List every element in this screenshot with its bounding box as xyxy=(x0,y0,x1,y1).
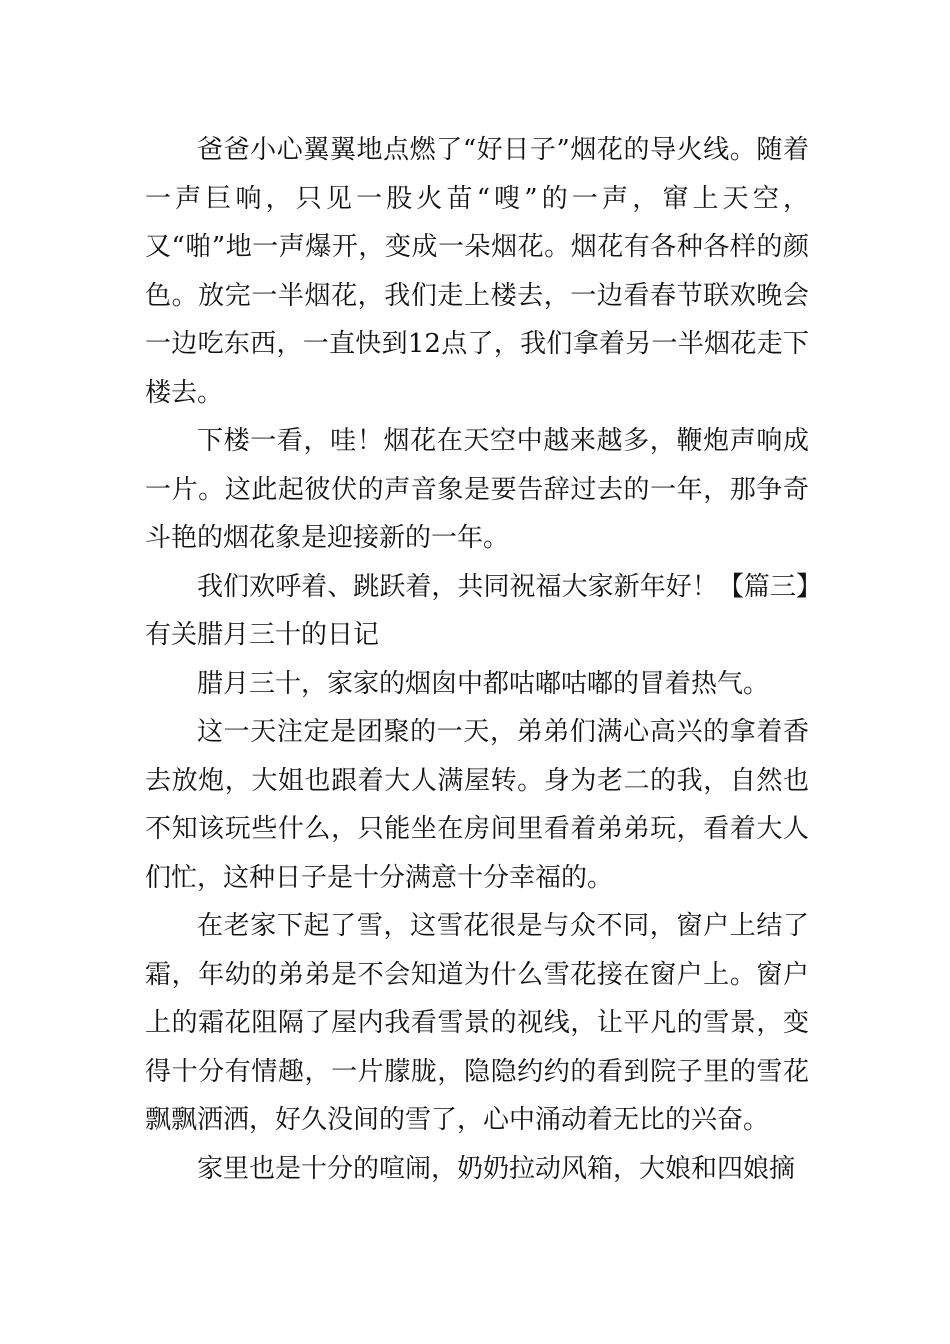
document-page xyxy=(145,126,809,1193)
paragraph-reunion-day: 这一天注定是团聚的一天，弟弟们满心高兴的拿着香去放炮，大姐也跟着大人满屋转。身为老二的我，自然也不知该玩些什么，只能坐在房间里看着弟弟玩，看着大人们忙，这种日子是十分满意十分幸福的。 xyxy=(145,717,809,893)
paragraph-fireworks: 爸爸小心翼翼地点燃了“好日子”烟花的导火线。随着一声巨响，只见一股火苗“嗖”的一声，窜上天空，又“啪”地一声爆开，变成一朵烟花。烟花有各种各样的颜色。放完一半烟花，我们走上楼去，一边看春节联欢晚会一边吃东西，一直快到12点了，我们拿着另一半烟花走下楼去。 xyxy=(145,135,809,408)
paragraph-downstairs: 下楼一看，哇！烟花在天空中越来越多，鞭炮声响成一片。这此起彼伏的声音象是要告辞过去的一年，那争奇斗艳的烟花象是迎接新的一年。 xyxy=(145,426,809,553)
paragraph-snow: 在老家下起了雪，这雪花很是与众不同，窗户上结了霜，年幼的弟弟是不会知道为什么雪花接在窗户上。窗户上的霜花阻隔了屋内我看雪景的视线，让平凡的雪景，变得十分有情趣，一片朦胧，隐隐约约的看到院子里的雪花飘飘洒洒，好久没间的雪了，心中涌动着无比的兴奋。 xyxy=(145,911,809,1135)
paragraph-chimneys: 腊月三十，家家的烟囱中都咕嘟咕嘟的冒着热气。 xyxy=(197,668,770,699)
paragraph-busy-home: 家里也是十分的喧闹，奶奶拉动风箱，大娘和四娘摘 xyxy=(197,1153,796,1184)
paragraph-new-year-wish: 我们欢呼着、跳跃着，共同祝福大家新年好！【篇三】有关腊月三十的日记 xyxy=(145,571,809,650)
